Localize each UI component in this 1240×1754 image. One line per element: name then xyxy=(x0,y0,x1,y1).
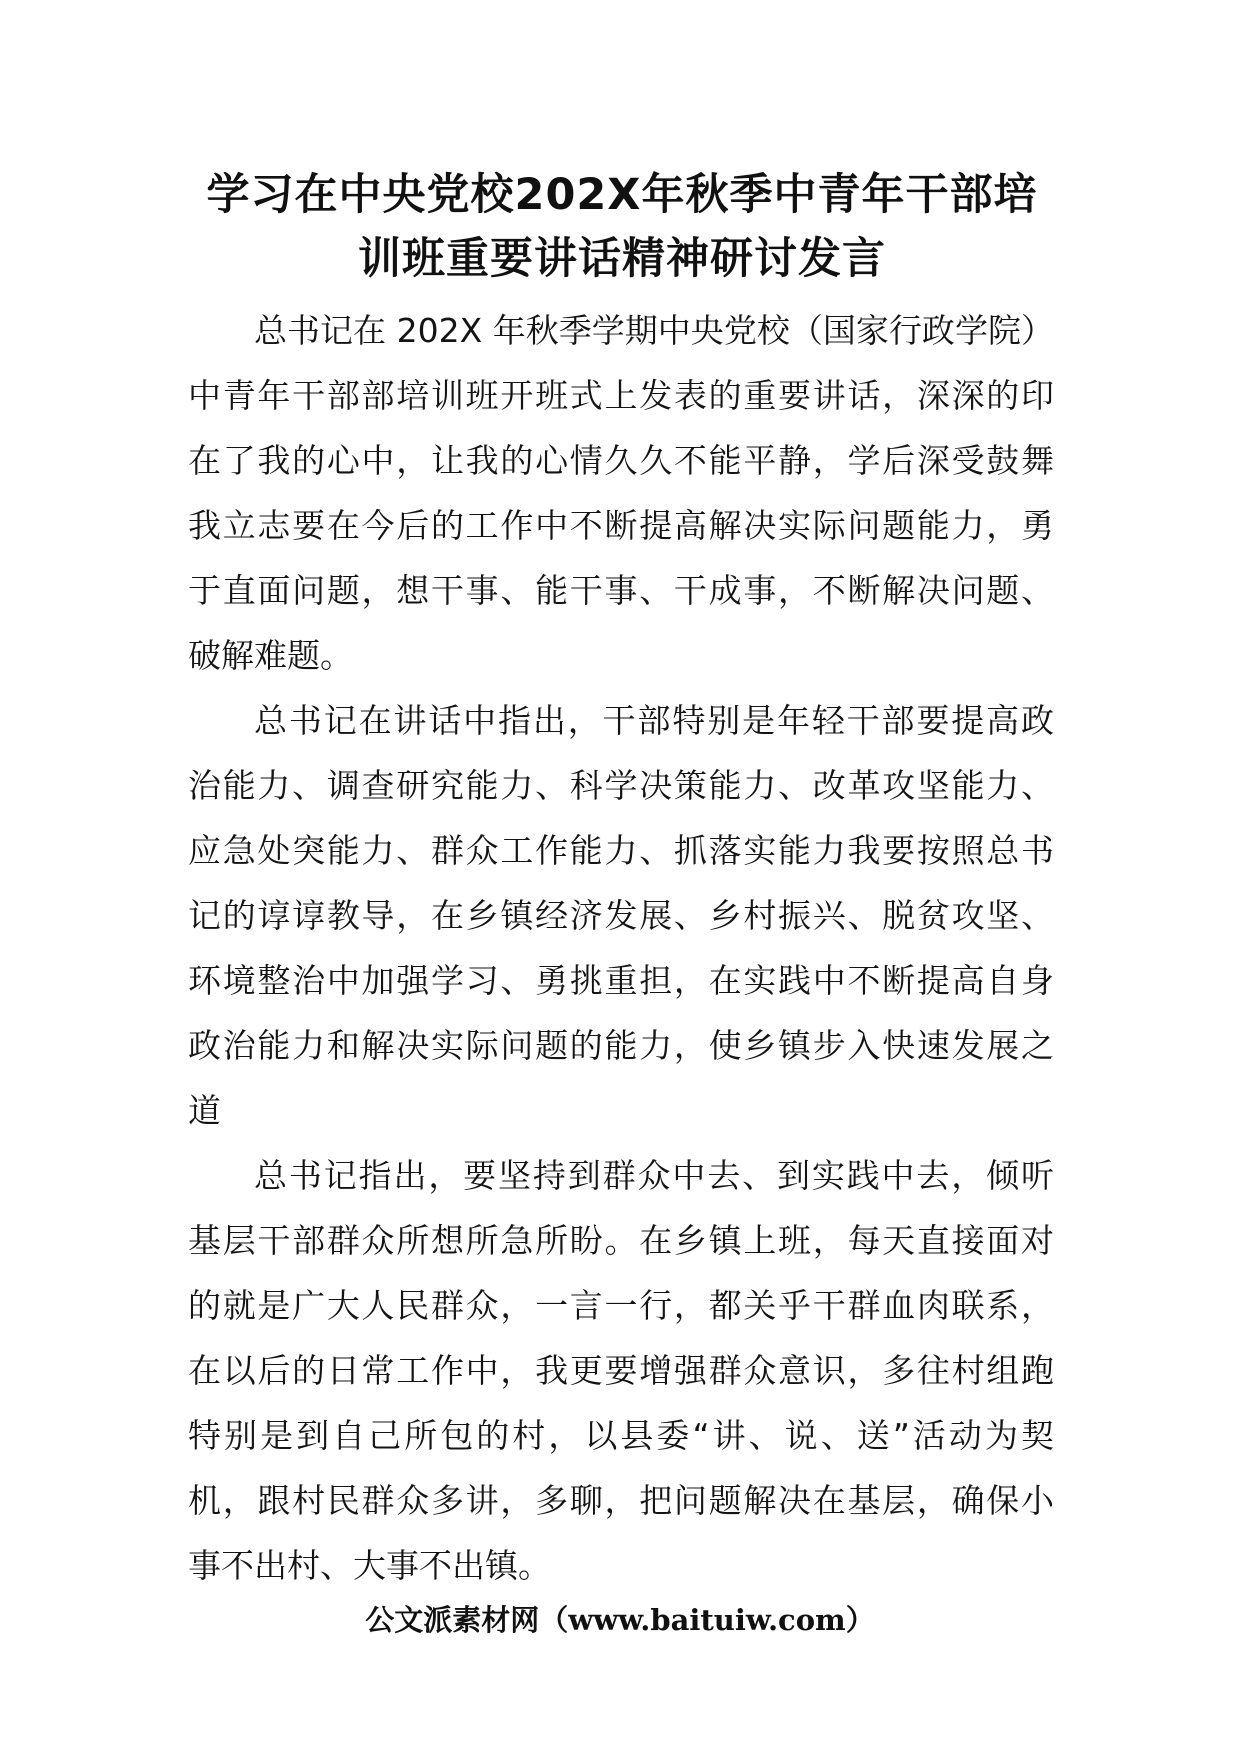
paragraph-line: 基层干部群众所想所急所盼。在乡镇上班，每天直接面对 xyxy=(188,1221,1054,1260)
paragraph-line: 中青年干部部培训班开班式上发表的重要讲话，深深的印 xyxy=(188,376,1054,415)
paragraph-line: 机，跟村民群众多讲，多聊，把问题解决在基层，确保小 xyxy=(188,1481,1054,1520)
paragraph-3 xyxy=(188,1143,1054,1598)
paragraph-line: 在以后的日常工作中，我更要增强群众意识，多往村组跑 xyxy=(188,1351,1054,1390)
paragraph-line: 道 xyxy=(188,1091,221,1130)
paragraph-line: 破解难题。 xyxy=(188,636,353,675)
paragraph-line: 应急处突能力、群众工作能力、抓落实能力我要按照总书 xyxy=(188,831,1054,870)
paragraph-line: 在了我的心中，让我的心情久久不能平静，学后深受鼓舞 xyxy=(188,441,1054,480)
paragraph-line: 的就是广大人民群众，一言一行，都关乎干群血肉联系， xyxy=(188,1286,1054,1325)
paragraph-1 xyxy=(188,298,1054,688)
paragraph-line: 环境整治中加强学习、勇挑重担，在实践中不断提高自身 xyxy=(188,961,1054,1000)
title-line-2: 训班重要讲话精神研讨发言 xyxy=(358,234,886,284)
footer-source: 公文派素材网（www.baituiw.com） xyxy=(365,1603,875,1637)
paragraph-line: 记的谆谆教导，在乡镇经济发展、乡村振兴、脱贫攻坚、 xyxy=(188,896,1054,935)
paragraph-line: 事不出村、大事不出镇。 xyxy=(188,1546,551,1585)
document-body xyxy=(188,298,1054,1598)
paragraph-line: 于直面问题，想干事、能干事、干成事，不断解决问题、 xyxy=(188,571,1054,610)
paragraph-2 xyxy=(188,688,1054,1143)
title-line-1: 学习在中央党校202X年秋季中青年干部培 xyxy=(206,170,1038,220)
paragraph-line: 治能力、调查研究能力、科学决策能力、改革攻坚能力、 xyxy=(188,766,1054,805)
paragraph-line: 特别是到自己所包的村，以县委“讲、说、送”活动为契 xyxy=(188,1416,1054,1455)
paragraph-line: 政治能力和解决实际问题的能力，使乡镇步入快速发展之 xyxy=(188,1026,1054,1065)
paragraph-line: 总书记指出，要坚持到群众中去、到实践中去，倾听 xyxy=(254,1156,1054,1195)
paragraph-line: 总书记在 202X 年秋季学期中央党校（国家行政学院） xyxy=(254,311,1054,350)
paragraph-line: 我立志要在今后的工作中不断提高解决实际问题能力，勇 xyxy=(188,506,1054,545)
paragraph-line: 总书记在讲话中指出，干部特别是年轻干部要提高政 xyxy=(254,701,1054,740)
document-title xyxy=(188,163,1056,291)
